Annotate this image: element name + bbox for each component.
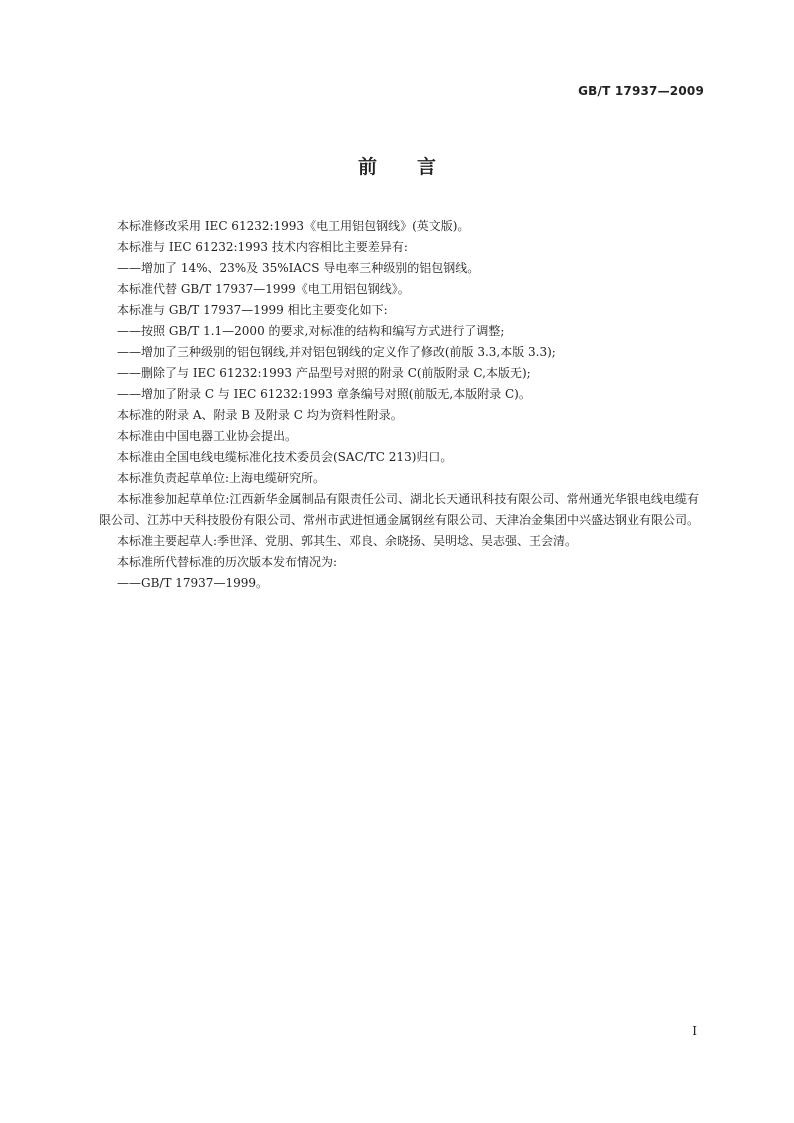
paragraph: 本标准与 GB/T 17937—1999 相比主要变化如下: [117, 303, 388, 317]
paragraph: 本标准负责起草单位:上海电缆研究所。 [117, 471, 326, 485]
title-char-2: 言 [417, 156, 437, 178]
paragraph: 本标准参加起草单位:江西新华金属制品有限责任公司、湖北长天通讯科技有限公司、常州通光华银电线电缆有限公司、江苏中天科技股份有限公司、常州市武进恒通金属钢丝有限公司、天津冶金集团中兴盛达钢业有限公司。 [99, 492, 700, 527]
paragraph: 本标准所代替标准的历次版本发布情况为: [117, 555, 338, 569]
paragraph: 本标准与 IEC 61232:1993 技术内容相比主要差异有: [117, 240, 408, 254]
paragraph: 本标准修改采用 IEC 61232:1993《电工用铝包钢线》(英文版)。 [117, 219, 470, 233]
list-item: ——GB/T 17937—1999。 [117, 576, 268, 590]
paragraph: 本标准由中国电器工业协会提出。 [117, 429, 298, 443]
page-title [0, 152, 794, 179]
paragraph: 本标准主要起草人:季世泽、党朋、郭其生、邓良、余晓扬、吴明埝、吴志强、王会清。 [117, 534, 578, 548]
foreword-body [99, 216, 699, 594]
list-item: ——按照 GB/T 1.1—2000 的要求,对标准的结构和编写方式进行了调整; [117, 324, 505, 338]
standard-code: GB/T 17937—2009 [578, 84, 704, 98]
paragraph: 本标准代替 GB/T 17937—1999《电工用铝包钢线》。 [117, 282, 410, 296]
list-item: ——增加了三种级别的铝包钢线,并对铝包钢线的定义作了修改(前版 3.3,本版 3.3); [117, 345, 556, 359]
list-item: ——增加了附录 C 与 IEC 61232:1993 章条编号对照(前版无,本版附录 C)。 [117, 387, 531, 401]
title-char-1: 前 [357, 156, 377, 178]
list-item: ——增加了 14%、23%及 35%IACS 导电率三种级别的铝包钢线。 [117, 261, 480, 275]
paragraph: 本标准由全国电线电缆标准化技术委员会(SAC/TC 213)归口。 [117, 450, 453, 464]
page-number: I [692, 1024, 697, 1038]
list-item: ——删除了与 IEC 61232:1993 产品型号对照的附录 C(前版附录 C,本版无); [117, 366, 531, 380]
paragraph: 本标准的附录 A、附录 B 及附录 C 均为资料性附录。 [117, 408, 403, 422]
